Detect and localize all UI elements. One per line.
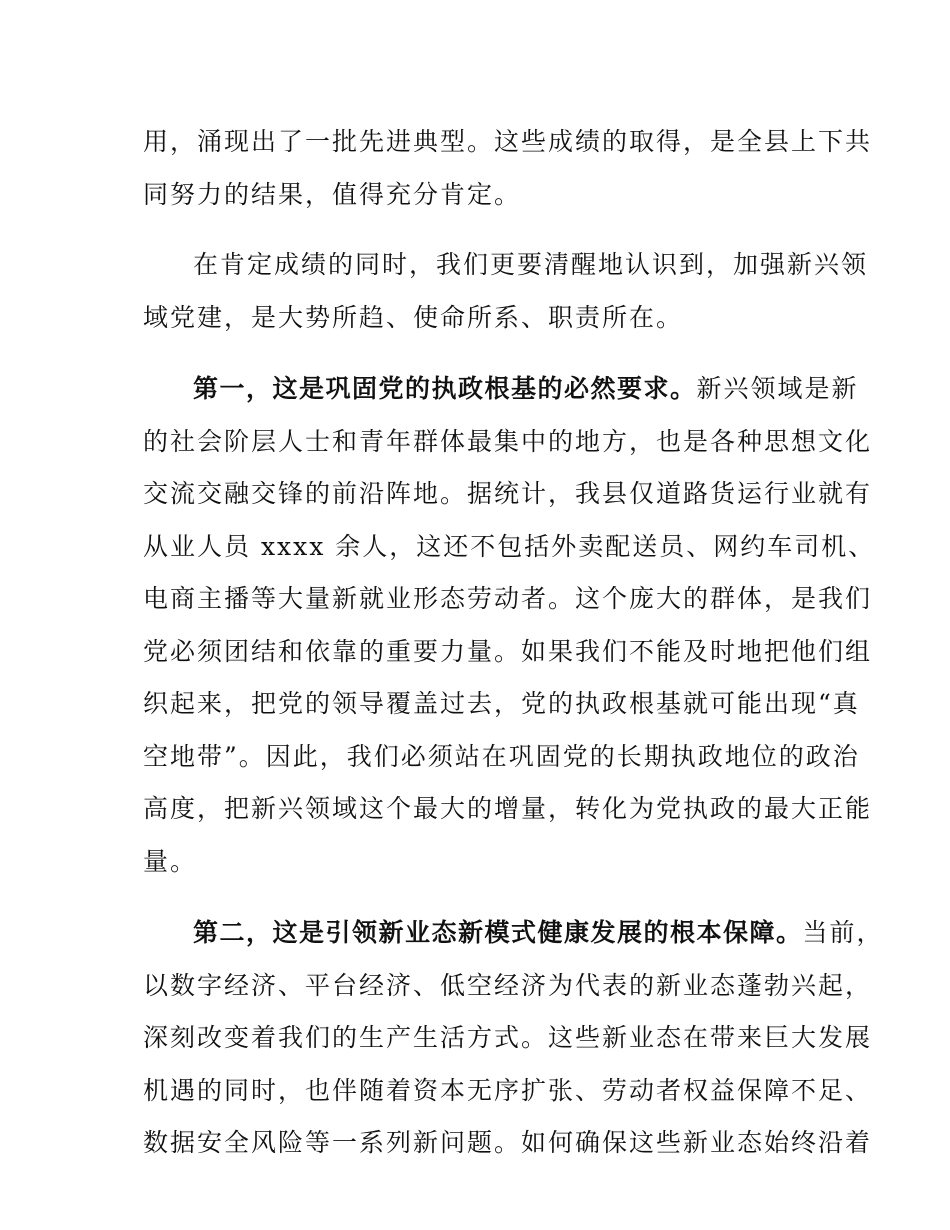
paragraph-line: 量。: [143, 846, 198, 876]
paragraph-line: 电商主播等大量新就业形态劳动者。这个庞大的群体，是我们: [143, 584, 873, 613]
paragraph-line: 数据安全风险等一系列新问题。如何确保这些新业态始终沿着: [143, 1128, 873, 1157]
paragraph-line: 的社会阶层人士和青年群体最集中的地方，也是各种思想文化: [143, 426, 873, 456]
paragraph-line: 交流交融交锋的前沿阵地。据统计，我县仅道路货运行业就有: [143, 479, 873, 508]
paragraph-line: 织起来，把党的领导覆盖过去，党的执政根基就可能出现“真: [143, 689, 860, 718]
paragraph-line: 党必须团结和依靠的重要力量。如果我们不能及时地把他们组: [143, 636, 873, 666]
paragraph-2: [143, 239, 869, 344]
paragraph-line: 用，涌现出了一批先进典型。这些成绩的取得，是全县上下共: [143, 127, 873, 156]
paragraph-lead-bold: 第二，这是引领新业态新模式健康发展的根本保障。: [193, 918, 803, 947]
paragraph-line: 在肯定成绩的同时，我们更要清醒地认识到，加强新兴领: [193, 250, 869, 279]
paragraph-line: 深刻改变着我们的生产生活方式。这些新业态在带来巨大发展: [143, 1023, 873, 1052]
paragraph-1: [143, 116, 873, 221]
paragraph-line: 从业人员 xxxx 余人，这还不包括外卖配送员、网约车司机、: [143, 531, 876, 561]
paragraph-line: 当前，: [802, 918, 884, 947]
paragraph-line: 机遇的同时，也伴随着资本无序扩张、劳动者权益保障不足、: [143, 1075, 873, 1105]
paragraph-first-line: [143, 907, 884, 960]
paragraph-line: 高度，把新兴领域这个最大的增量，转化为党执政的最大正能: [143, 794, 873, 823]
paragraph-first-line: [143, 363, 859, 416]
paragraph-line: 新兴领域是新: [696, 374, 859, 403]
paragraph-4: [143, 907, 884, 1170]
paragraph-line: 同努力的结果，值得充分肯定。: [143, 179, 522, 209]
paragraph-line: 空地带”。因此，我们必须站在巩固党的长期执政地位的政治: [143, 741, 860, 771]
document-page: [143, 116, 884, 1170]
paragraph-line: 域党建，是大势所趋、使命所系、职责所在。: [143, 302, 684, 332]
paragraph-line: 以数字经济、平台经济、低空经济为代表的新业态蓬勃兴起，: [143, 970, 873, 1000]
paragraph-lead-bold: 第一，这是巩固党的执政根基的必然要求。: [193, 374, 697, 403]
paragraph-3: [143, 363, 876, 888]
